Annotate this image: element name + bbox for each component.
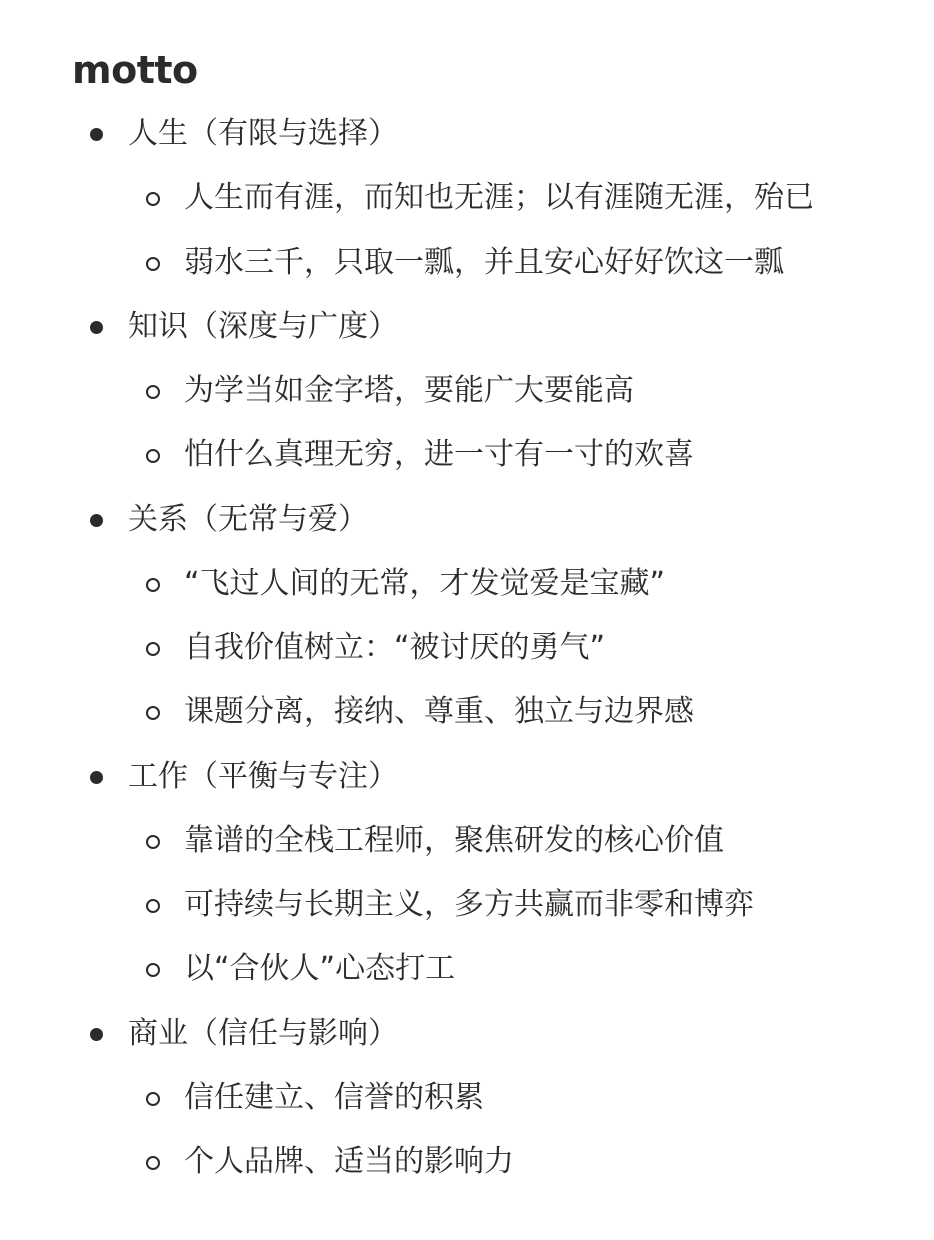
hollow-bullet-icon [146,1092,160,1106]
filled-bullet-icon [90,128,103,141]
section-heading-label: 关系（无常与爱） [128,501,368,537]
section-heading-life [0,102,934,166]
list-item-label: 自我价值树立：“被讨厌的勇气” [184,630,606,666]
hollow-bullet-icon [146,899,160,913]
list-item-label: 课题分离，接纳、尊重、独立与边界感 [184,694,694,730]
list-item [0,873,934,937]
filled-bullet-icon [90,321,103,334]
list-item-label: 靠谱的全栈工程师，聚焦研发的核心价值 [184,822,724,858]
hollow-bullet-icon [146,706,160,720]
section-heading-label: 知识（深度与广度） [128,308,398,344]
filled-bullet-icon [90,1028,103,1041]
list-item [0,616,934,680]
hollow-bullet-icon [146,642,160,656]
hollow-bullet-icon [146,1156,160,1170]
hollow-bullet-icon [146,578,160,592]
list-item [0,359,934,423]
list-item [0,680,934,744]
list-item-label: 个人品牌、适当的影响力 [184,1144,514,1180]
hollow-bullet-icon [146,449,160,463]
list-item [0,809,934,873]
list-item [0,552,934,616]
filled-bullet-icon [90,514,103,527]
list-item-label: 可持续与长期主义，多方共赢而非零和博弈 [184,887,754,923]
list-item [0,1130,934,1194]
section-heading-label: 人生（有限与选择） [128,116,398,152]
list-item-label: 弱水三千，只取一瓢，并且安心好好饮这一瓢 [184,244,784,280]
list-item [0,166,934,230]
page-title: motto [72,48,198,92]
list-item-label: 以“合伙人”心态打工 [184,951,456,987]
motto-list [0,102,934,1194]
hollow-bullet-icon [146,963,160,977]
list-item-label: 怕什么真理无穷，进一寸有一寸的欢喜 [184,437,694,473]
hollow-bullet-icon [146,257,160,271]
section-heading-knowledge [0,295,934,359]
list-item [0,231,934,295]
list-item [0,423,934,487]
list-item-label: 人生而有涯，而知也无涯；以有涯随无涯，殆已 [184,180,814,216]
hollow-bullet-icon [146,192,160,206]
section-heading-business [0,1002,934,1066]
list-item-label: “飞过人间的无常，才发觉爱是宝藏” [184,565,666,601]
filled-bullet-icon [90,771,103,784]
hollow-bullet-icon [146,835,160,849]
list-item [0,1066,934,1130]
list-item-label: 信任建立、信誉的积累 [184,1079,484,1115]
list-item-label: 为学当如金字塔，要能广大要能高 [184,373,634,409]
section-heading-relationships [0,488,934,552]
section-heading-work [0,745,934,809]
list-item [0,937,934,1001]
section-heading-label: 商业（信任与影响） [128,1015,398,1051]
section-heading-label: 工作（平衡与专注） [128,758,398,794]
hollow-bullet-icon [146,385,160,399]
